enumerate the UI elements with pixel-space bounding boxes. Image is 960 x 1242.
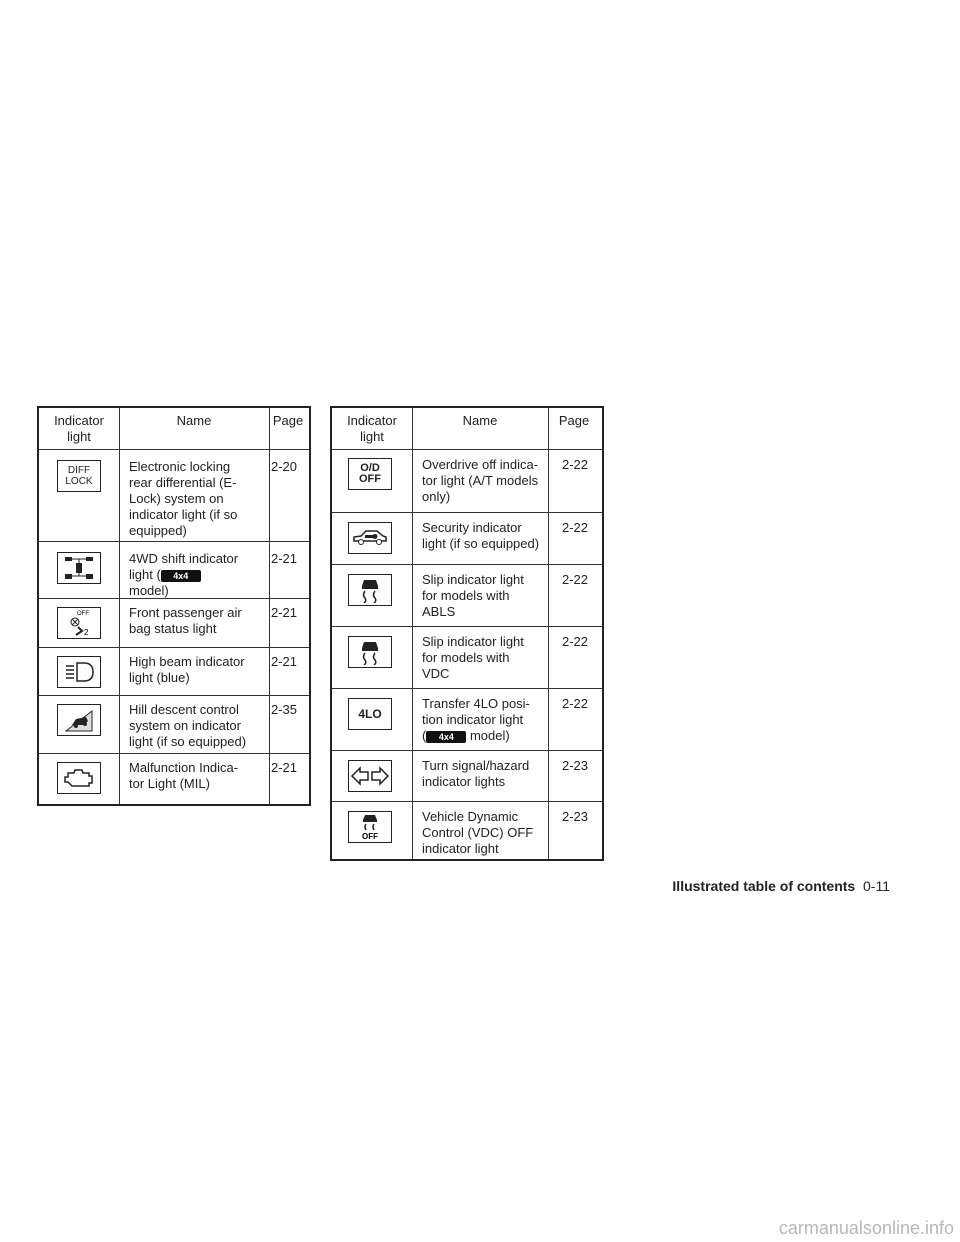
table-row <box>332 627 602 689</box>
indicator-name: Vehicle Dynamic Control (VDC) OFF indicator light <box>422 809 534 856</box>
security-car-icon <box>348 522 392 554</box>
turn-signal-icon <box>348 760 392 792</box>
page-ref: 2-22 <box>562 572 589 587</box>
header-page: Page <box>272 413 304 428</box>
table-header <box>39 408 309 450</box>
indicator-name: Malfunction Indica- tor Light (MIL) <box>129 760 239 791</box>
slip-abls-icon <box>348 574 392 606</box>
page-ref: 2-23 <box>562 809 589 824</box>
4x4-badge-icon: 4x4 <box>426 731 466 743</box>
page-ref: 2-21 <box>271 605 298 620</box>
left-indicator-table <box>37 406 311 806</box>
hill-descent-control-icon <box>57 704 101 736</box>
table-row <box>332 689 602 751</box>
page-number: 0-11 <box>863 878 890 894</box>
header-indicator: Indicator light <box>347 413 397 444</box>
indicator-name: Front passenger air bag status light <box>129 605 242 636</box>
header-indicator: Indicator light <box>54 413 104 444</box>
table-header <box>332 408 602 450</box>
diff-lock-icon: DIFF LOCK <box>57 460 101 492</box>
4wd-shift-indicator-icon <box>57 552 101 584</box>
watermark: carmanualsonline.info <box>778 1218 954 1238</box>
page-ref: 2-22 <box>562 634 589 649</box>
vdc-off-icon <box>348 811 392 843</box>
svg-text:2: 2 <box>84 628 89 637</box>
page-ref: 2-22 <box>562 520 589 535</box>
od-off-icon: O/D OFF <box>348 458 392 490</box>
indicator-name: Hill descent control system on indicator light (if so equipped) <box>129 702 247 749</box>
table-row <box>39 450 309 542</box>
table-row <box>332 565 602 627</box>
table-row <box>332 802 602 859</box>
header-name: Name <box>462 413 498 428</box>
right-indicator-table <box>330 406 604 861</box>
header-page: Page <box>558 413 590 428</box>
indicator-name: High beam indicator light (blue) <box>129 654 245 685</box>
table-row <box>39 599 309 648</box>
transfer-4lo-icon: 4LO <box>348 698 392 730</box>
page-ref: 2-35 <box>271 702 298 717</box>
table-row <box>39 542 309 599</box>
page-ref: 2-22 <box>562 696 589 711</box>
page-ref: 2-20 <box>271 459 298 474</box>
indicator-name: Overdrive off indica- tor light (A/T models only) <box>422 457 539 504</box>
table-row <box>332 450 602 513</box>
page-ref: 2-22 <box>562 457 589 472</box>
header-name: Name <box>176 413 212 428</box>
passenger-airbag-status-icon <box>57 607 101 639</box>
table-row <box>39 696 309 754</box>
table-row <box>332 751 602 802</box>
slip-vdc-icon <box>348 636 392 668</box>
4x4-badge-icon: 4x4 <box>161 570 201 582</box>
indicator-name: 4WD shift indicator light ( 4x4 model) <box>129 551 239 598</box>
indicator-name: Slip indicator light for models with VDC <box>422 634 524 681</box>
indicator-name: Security indicator light (if so equipped) <box>422 520 540 551</box>
table-row <box>39 754 309 804</box>
page-ref: 2-21 <box>271 760 298 775</box>
svg-text:OFF: OFF <box>77 611 89 617</box>
indicator-name: Slip indicator light for models with ABLS <box>422 572 524 619</box>
check-engine-icon <box>57 762 101 794</box>
page-ref: 2-23 <box>562 758 589 773</box>
svg-text:OFF: OFF <box>362 832 378 841</box>
page-ref: 2-21 <box>271 551 298 566</box>
table-row <box>39 648 309 696</box>
indicator-name: Turn signal/hazard indicator lights <box>422 758 530 789</box>
page-footer <box>672 878 890 894</box>
table-row <box>332 513 602 565</box>
page-ref: 2-21 <box>271 654 298 669</box>
section-title: Illustrated table of contents <box>672 878 856 894</box>
high-beam-icon <box>57 656 101 688</box>
indicator-name: Transfer 4LO posi- tion indicator light ( 4x4 model) <box>422 696 530 743</box>
indicator-name: Electronic locking rear differential (E- Lock) system on indicator light (if so equipped) <box>129 459 238 538</box>
